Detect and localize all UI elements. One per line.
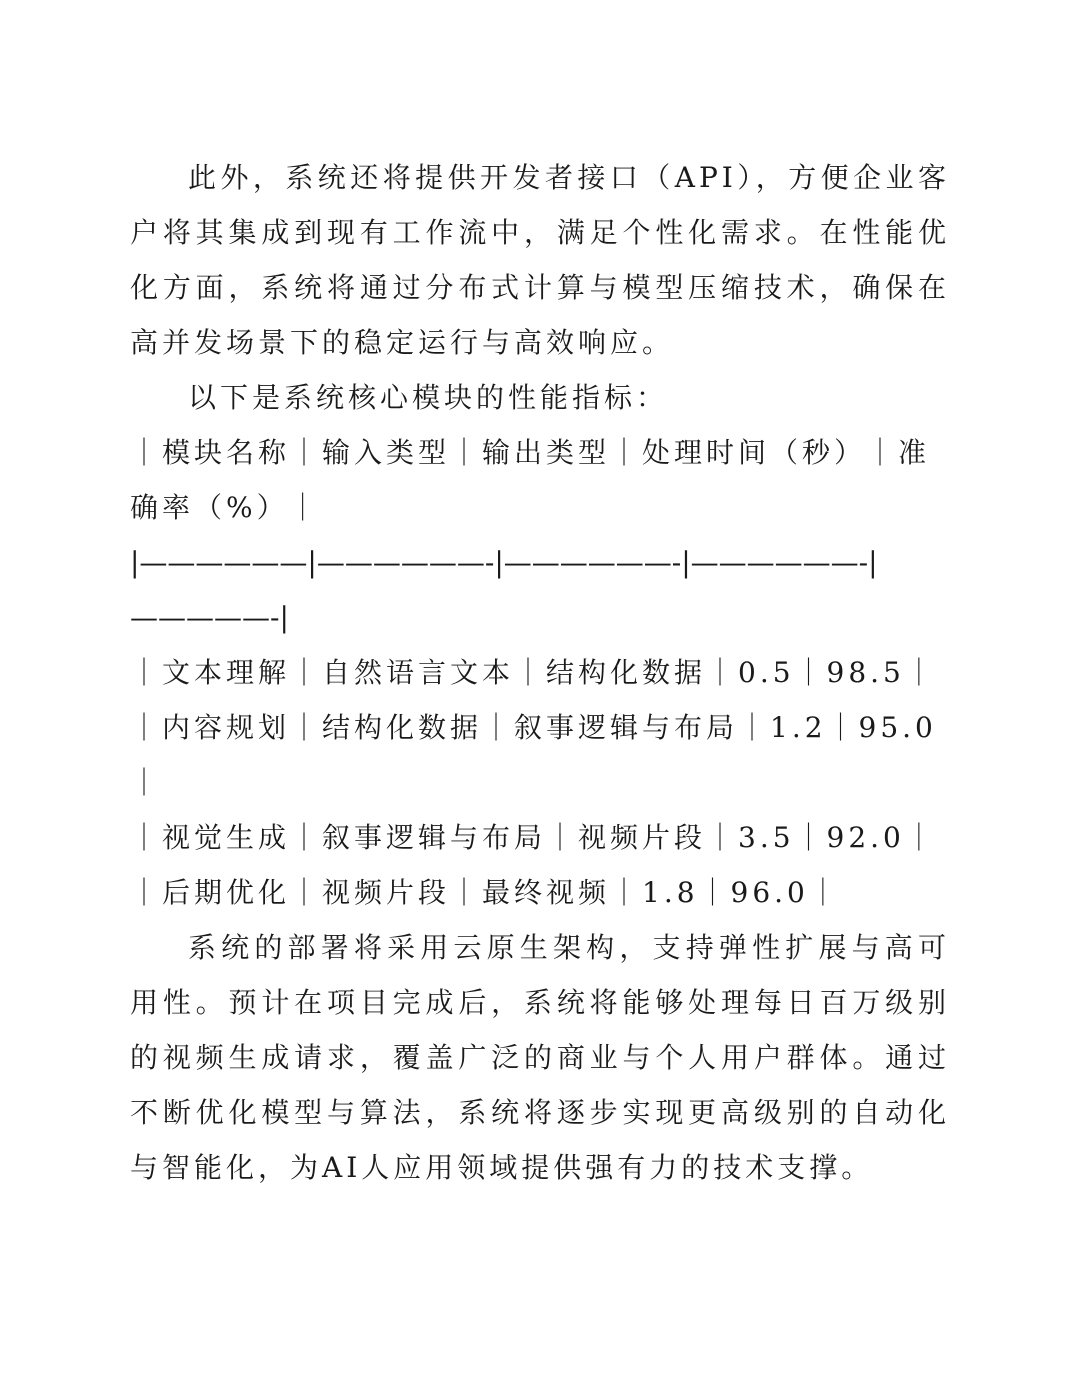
table-row: ｜视觉生成｜叙事逻辑与布局｜视频片段｜3.5｜92.0｜ xyxy=(130,821,937,854)
paragraph-api: 此外，系统还将提供开发者接口（API），方便企业客户将其集成到现有工作流中，满足个性化需求。在性能优化方面，系统将通过分布式计算与模型压缩技术，确保在高并发场景下的稳定运行与高效响应。 xyxy=(130,161,950,359)
document-body xyxy=(130,150,950,1195)
paragraph-deployment: 系统的部署将采用云原生架构，支持弹性扩展与高可用性。预计在项目完成后，系统将能够处理每日百万级别的视频生成请求，覆盖广泛的商业与个人用户群体。通过不断优化模型与算法，系统将逐步实现更高级别的自动化与智能化，为AI人应用领域提供强有力的技术支撑。 xyxy=(130,931,950,1184)
table-row: ｜内容规划｜结构化数据｜叙事逻辑与布局｜1.2｜95.0｜ xyxy=(130,711,937,799)
table-separator-line: |——————|——————-|——————-|——————-|—————-| xyxy=(130,546,878,634)
performance-table-raw xyxy=(130,425,950,920)
table-row: ｜文本理解｜自然语言文本｜结构化数据｜0.5｜98.5｜ xyxy=(130,656,937,689)
table-row: ｜后期优化｜视频片段｜最终视频｜1.8｜96.0｜ xyxy=(130,876,841,909)
paragraph-table-intro: 以下是系统核心模块的性能指标： xyxy=(188,381,669,414)
table-header-line: ｜模块名称｜输入类型｜输出类型｜处理时间（秒）｜准确率（%）｜ xyxy=(130,436,931,524)
